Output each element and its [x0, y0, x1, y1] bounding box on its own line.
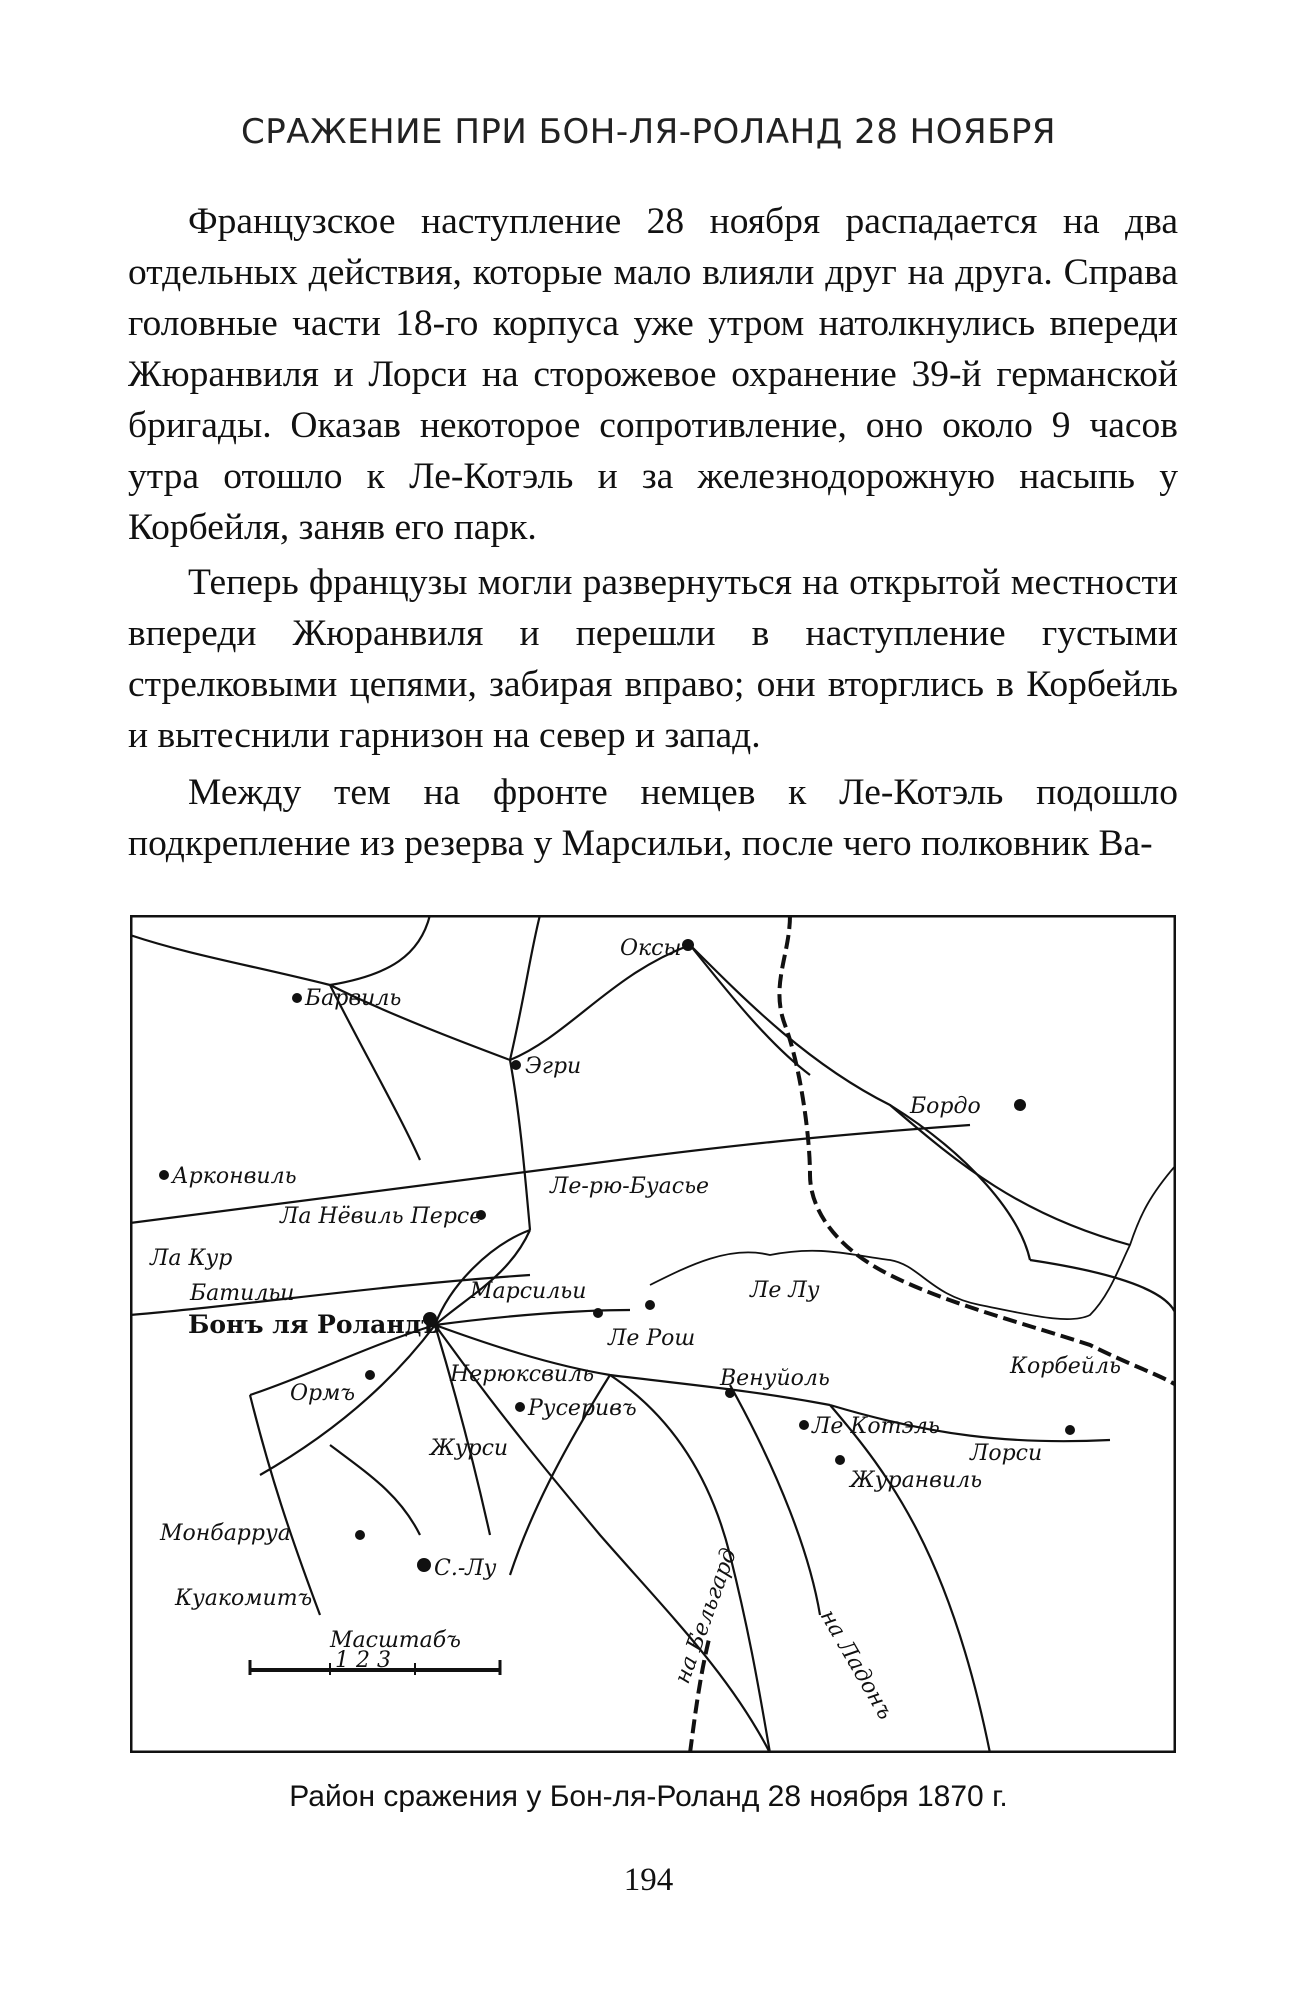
label-la-kur: Ла Кур — [150, 1246, 233, 1271]
label-masshtab: Масштабъ — [330, 1628, 461, 1653]
label-s-lu: С.-Лу — [434, 1556, 497, 1581]
map-caption: Район сражения у Бон-ля-Роланд 28 ноября 1870 г. — [289, 1780, 1008, 1813]
label-okse: Оксы — [620, 936, 682, 961]
paragraph-1: Французское наступление 28 ноября распадается на два отдельных действия, которые мало влияли друг на друга. Справа головные части 18-го корпуса уже утром натолкнулись впереди Жюранвиля и Лорси на сторожевое охранение 39-й германской бригады. Оказав некоторое сопротивление, оно около 9 часов утра отошло к Ле-Котэль и за железнодорожную насыпь у Корбейля, заняв его парк. — [128, 201, 1178, 548]
label-le-rosh: Ле Рош — [608, 1326, 696, 1351]
label-bordo: Бордо — [910, 1094, 981, 1119]
label-ormes: Ормъ — [290, 1381, 356, 1406]
label-monbaryuao: Монбарруа — [160, 1521, 291, 1546]
paragraph-2: Теперь французы могли развернуться на открытой местности впереди Жюранвиля и перешли в наступление густыми стрелковыми цепями, забирая вправо; они вторглись в Корбейль и вытеснили гарнизон на север и запад. — [128, 562, 1178, 756]
running-header: СРАЖЕНИЕ ПРИ БОН-ЛЯ-РОЛАНД 28 НОЯБРЯ — [240, 112, 1057, 152]
label-bon: Бонъ ля Роландъ — [188, 1310, 441, 1339]
battle-map — [130, 915, 1176, 1753]
label-batilly: Батильи — [190, 1281, 295, 1306]
label-egri: Эгри — [525, 1054, 582, 1079]
label-barville: Барвиль — [305, 986, 402, 1011]
label-rail-right: на Ладонъ — [814, 1605, 898, 1725]
body-text-3 — [128, 767, 1178, 869]
page-number: 194 — [623, 1862, 674, 1898]
label-venuyuil: Венуйоль — [720, 1366, 830, 1391]
label-kuyakomit: Куакомитъ — [175, 1586, 313, 1611]
label-marsilly: Марсильи — [470, 1279, 587, 1304]
label-rail-left: на Бельгард — [670, 1545, 743, 1688]
label-ruserivas: Русеривъ — [528, 1396, 637, 1421]
label-arkonvil: Арконвиль — [172, 1164, 297, 1189]
label-korbey: Корбейль — [1010, 1354, 1121, 1379]
paragraph-3: Между тем на фронте немцев к Ле-Котэль подошло подкрепление из резерва у Марсильи, после чего полковник Ва- — [128, 772, 1178, 864]
label-le-rue: Ле-рю-Буасье — [550, 1174, 710, 1199]
label-nerkuvil: Нерюксвиль — [450, 1362, 595, 1387]
body-text-1 — [128, 196, 1178, 553]
label-le-lu: Ле Лу — [750, 1278, 820, 1303]
label-le-kotel: Ле Котэль — [812, 1414, 940, 1439]
body-text-2 — [128, 557, 1178, 761]
label-la-neuville: Ла Нёвиль Персе — [280, 1204, 483, 1229]
label-scale-marks: 1 2 3 — [335, 1648, 391, 1673]
label-zhursi: Журси — [430, 1436, 509, 1461]
label-zhuranvil: Журанвиль — [850, 1468, 983, 1493]
label-lorsi: Лорси — [970, 1441, 1043, 1466]
